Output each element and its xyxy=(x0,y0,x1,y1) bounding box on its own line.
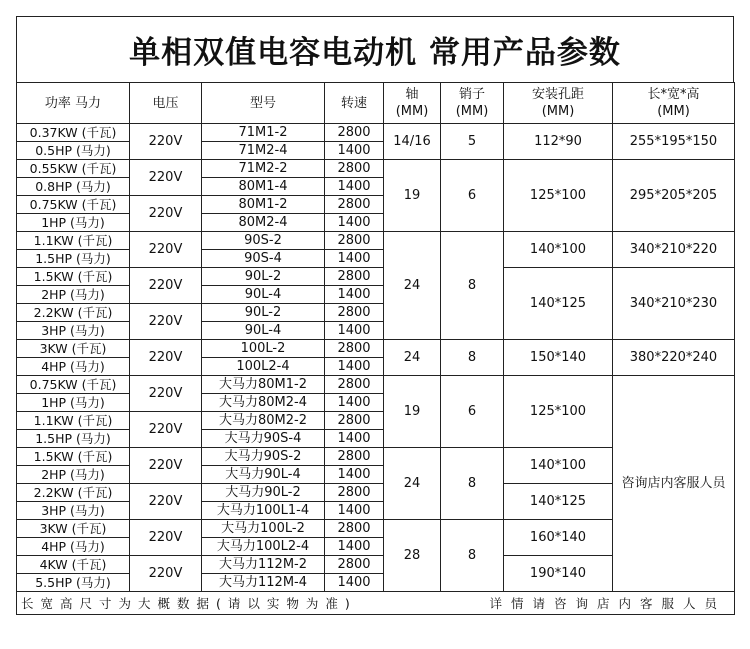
speed-cell: 2800 xyxy=(325,304,384,322)
header-model: 型号 xyxy=(202,83,325,124)
model-cell: 大马力112M-2 xyxy=(202,556,325,574)
mount-cell: 140*100 xyxy=(504,232,613,268)
shaft-cell: 24 xyxy=(384,340,441,376)
header-dims-label: 长*宽*高 xyxy=(647,87,700,102)
model-cell: 90L-2 xyxy=(202,268,325,286)
header-mount-label: 安装孔距 xyxy=(531,87,584,102)
voltage-cell: 220V xyxy=(130,268,202,304)
power-hp: 1HP (马力) xyxy=(17,214,130,232)
shaft-cell: 28 xyxy=(384,520,441,592)
mount-cell: 125*100 xyxy=(504,376,613,448)
model-cell: 90L-4 xyxy=(202,286,325,304)
power-hp: 1.5HP (马力) xyxy=(17,250,130,268)
header-mount-unit: (MM) xyxy=(541,104,575,119)
power-hp: 5.5HP (马力) xyxy=(17,574,130,592)
power-hp: 4HP (马力) xyxy=(17,358,130,376)
footer-note-left: 长宽高尺寸为大概数据(请以实物为准) xyxy=(21,595,357,611)
voltage-cell: 220V xyxy=(130,484,202,520)
model-cell: 大马力90S-4 xyxy=(202,430,325,448)
page-title: 单相双值电容电动机 常用产品参数 xyxy=(16,16,734,82)
table-row xyxy=(17,376,735,394)
model-cell: 大马力100L2-4 xyxy=(202,538,325,556)
shaft-cell: 24 xyxy=(384,448,441,520)
power-kw: 0.75KW (千瓦) xyxy=(17,196,130,214)
power-kw: 3KW (千瓦) xyxy=(17,340,130,358)
header-pin-unit: (MM) xyxy=(455,104,489,119)
power-kw: 2.2KW (千瓦) xyxy=(17,484,130,502)
speed-cell: 2800 xyxy=(325,376,384,394)
model-cell: 大马力100L1-4 xyxy=(202,502,325,520)
speed-cell: 2800 xyxy=(325,268,384,286)
table-row xyxy=(17,340,735,358)
header-power: 功率 马力 xyxy=(17,83,130,124)
voltage-cell: 220V xyxy=(130,340,202,376)
speed-cell: 1400 xyxy=(325,178,384,196)
speed-cell: 1400 xyxy=(325,394,384,412)
dims-cell: 295*205*205 xyxy=(613,160,735,232)
mount-cell: 160*140 xyxy=(504,520,613,556)
shaft-cell: 19 xyxy=(384,160,441,232)
power-hp: 2HP (马力) xyxy=(17,466,130,484)
speed-cell: 1400 xyxy=(325,430,384,448)
power-hp: 3HP (马力) xyxy=(17,502,130,520)
mount-cell: 140*125 xyxy=(504,268,613,340)
speed-cell: 1400 xyxy=(325,142,384,160)
header-shaft-unit: (MM) xyxy=(395,104,429,119)
power-kw: 3KW (千瓦) xyxy=(17,520,130,538)
model-cell: 90L-2 xyxy=(202,304,325,322)
power-kw: 1.5KW (千瓦) xyxy=(17,448,130,466)
header-dims-unit: (MM) xyxy=(657,104,690,119)
model-cell: 80M1-2 xyxy=(202,196,325,214)
power-kw: 2.2KW (千瓦) xyxy=(17,304,130,322)
model-cell: 大马力80M2-4 xyxy=(202,394,325,412)
speed-cell: 2800 xyxy=(325,448,384,466)
model-cell: 大马力100L-2 xyxy=(202,520,325,538)
dims-cell: 340*210*220 xyxy=(613,232,735,268)
voltage-cell: 220V xyxy=(130,412,202,448)
table-row xyxy=(17,160,735,178)
voltage-cell: 220V xyxy=(130,160,202,196)
model-cell: 大马力90S-2 xyxy=(202,448,325,466)
speed-cell: 2800 xyxy=(325,412,384,430)
speed-cell: 1400 xyxy=(325,322,384,340)
speed-cell: 2800 xyxy=(325,520,384,538)
header-voltage: 电压 xyxy=(130,83,202,124)
shaft-cell: 19 xyxy=(384,376,441,448)
mount-cell: 140*100 xyxy=(504,448,613,484)
voltage-cell: 220V xyxy=(130,124,202,160)
header-pin xyxy=(441,83,504,124)
header-pin-label: 销子 xyxy=(458,87,485,102)
dims-cell: 咨询店内客服人员 xyxy=(613,376,735,592)
power-hp: 2HP (马力) xyxy=(17,286,130,304)
power-kw: 1.5KW (千瓦) xyxy=(17,268,130,286)
footer-note-right: 详情请咨询店内客服人员 xyxy=(489,595,726,611)
model-cell: 大马力80M1-2 xyxy=(202,376,325,394)
mount-cell: 140*125 xyxy=(504,484,613,520)
mount-cell: 112*90 xyxy=(504,124,613,160)
model-cell: 大马力112M-4 xyxy=(202,574,325,592)
speed-cell: 2800 xyxy=(325,124,384,142)
power-kw: 4KW (千瓦) xyxy=(17,556,130,574)
power-kw: 1.1KW (千瓦) xyxy=(17,232,130,250)
model-cell: 90L-4 xyxy=(202,322,325,340)
speed-cell: 1400 xyxy=(325,574,384,592)
table-row xyxy=(17,124,735,142)
voltage-cell: 220V xyxy=(130,376,202,412)
pin-cell: 8 xyxy=(441,448,504,520)
speed-cell: 2800 xyxy=(325,484,384,502)
speed-cell: 1400 xyxy=(325,466,384,484)
power-kw: 0.37KW (千瓦) xyxy=(17,124,130,142)
power-hp: 1.5HP (马力) xyxy=(17,430,130,448)
mount-cell: 190*140 xyxy=(504,556,613,592)
power-hp: 0.8HP (马力) xyxy=(17,178,130,196)
table-footer xyxy=(17,592,735,615)
dims-cell: 340*210*230 xyxy=(613,268,735,340)
voltage-cell: 220V xyxy=(130,196,202,232)
shaft-cell: 14/16 xyxy=(384,124,441,160)
dims-cell: 380*220*240 xyxy=(613,340,735,376)
header-mount xyxy=(504,83,613,124)
model-cell: 大马力80M2-2 xyxy=(202,412,325,430)
model-cell: 71M2-4 xyxy=(202,142,325,160)
pin-cell: 6 xyxy=(441,376,504,448)
power-hp: 3HP (马力) xyxy=(17,322,130,340)
power-hp: 4HP (马力) xyxy=(17,538,130,556)
model-cell: 100L-2 xyxy=(202,340,325,358)
table-row xyxy=(17,232,735,250)
power-hp: 1HP (马力) xyxy=(17,394,130,412)
voltage-cell: 220V xyxy=(130,232,202,268)
voltage-cell: 220V xyxy=(130,520,202,556)
header-shaft-label: 轴 xyxy=(405,87,419,102)
model-cell: 90S-4 xyxy=(202,250,325,268)
spec-table xyxy=(16,82,735,615)
header-dims xyxy=(613,83,735,124)
table-header xyxy=(17,83,735,124)
pin-cell: 8 xyxy=(441,232,504,340)
voltage-cell: 220V xyxy=(130,556,202,592)
model-cell: 80M1-4 xyxy=(202,178,325,196)
speed-cell: 2800 xyxy=(325,556,384,574)
table-body xyxy=(17,124,735,592)
mount-cell: 150*140 xyxy=(504,340,613,376)
mount-cell: 125*100 xyxy=(504,160,613,232)
header-speed: 转速 xyxy=(325,83,384,124)
header-shaft xyxy=(384,83,441,124)
footer-note xyxy=(17,592,735,615)
model-cell: 71M2-2 xyxy=(202,160,325,178)
model-cell: 71M1-2 xyxy=(202,124,325,142)
shaft-cell: 24 xyxy=(384,232,441,340)
speed-cell: 1400 xyxy=(325,538,384,556)
speed-cell: 1400 xyxy=(325,502,384,520)
power-hp: 0.5HP (马力) xyxy=(17,142,130,160)
voltage-cell: 220V xyxy=(130,304,202,340)
pin-cell: 8 xyxy=(441,520,504,592)
speed-cell: 1400 xyxy=(325,250,384,268)
model-cell: 大马力90L-2 xyxy=(202,484,325,502)
speed-cell: 2800 xyxy=(325,340,384,358)
speed-cell: 2800 xyxy=(325,232,384,250)
speed-cell: 2800 xyxy=(325,160,384,178)
table-row xyxy=(17,268,735,286)
power-kw: 0.55KW (千瓦) xyxy=(17,160,130,178)
pin-cell: 5 xyxy=(441,124,504,160)
pin-cell: 6 xyxy=(441,160,504,232)
power-kw: 1.1KW (千瓦) xyxy=(17,412,130,430)
voltage-cell: 220V xyxy=(130,448,202,484)
model-cell: 大马力90L-4 xyxy=(202,466,325,484)
model-cell: 80M2-4 xyxy=(202,214,325,232)
speed-cell: 1400 xyxy=(325,286,384,304)
speed-cell: 2800 xyxy=(325,196,384,214)
power-kw: 0.75KW (千瓦) xyxy=(17,376,130,394)
dims-cell: 255*195*150 xyxy=(613,124,735,160)
speed-cell: 1400 xyxy=(325,214,384,232)
speed-cell: 1400 xyxy=(325,358,384,376)
pin-cell: 8 xyxy=(441,340,504,376)
model-cell: 90S-2 xyxy=(202,232,325,250)
model-cell: 100L2-4 xyxy=(202,358,325,376)
